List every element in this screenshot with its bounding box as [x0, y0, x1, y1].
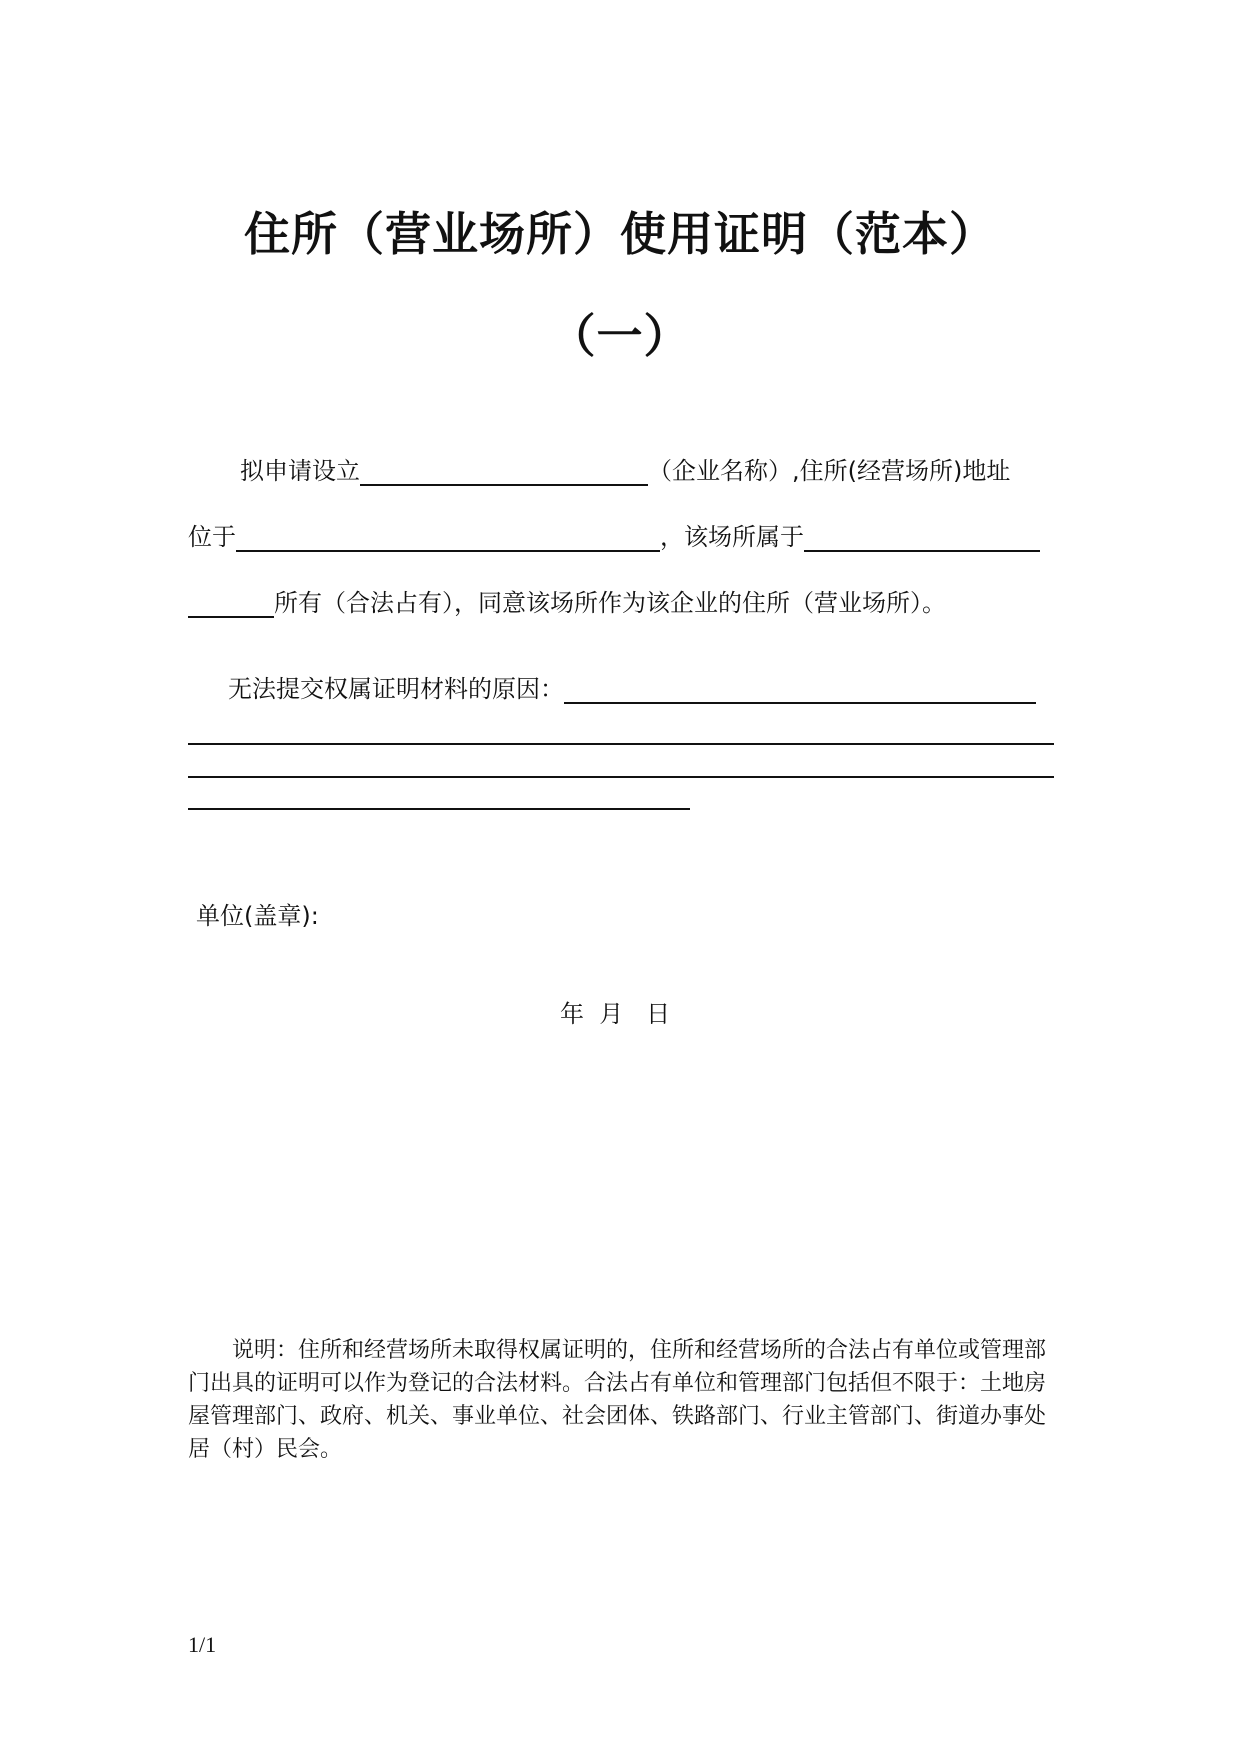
explanation-note — [188, 1334, 1060, 1466]
consent-statement: 所有（合法占有），同意该场所作为该企业的住所（营业场所）。 — [274, 589, 946, 617]
owner-label: ，该场所属于 — [660, 523, 804, 551]
note-line-2: 门出具的证明可以作为登记的合法材料。合法占有单位和管理部门包括但不限于：土地房 — [188, 1371, 1047, 1396]
reason-rule-1[interactable] — [188, 743, 1054, 745]
located-label: 位于 — [188, 523, 236, 551]
establish-label: 拟申请设立 — [240, 457, 360, 485]
body-line-3 — [188, 578, 1060, 618]
note-line-4: 居（村）民会。 — [188, 1437, 343, 1462]
page-number: 1/1 — [188, 1632, 217, 1657]
reason-label: 无法提交权属证明材料的原因： — [228, 675, 564, 703]
date-label: 年 月 日 — [560, 1000, 671, 1028]
reason-rule-3[interactable] — [188, 808, 690, 810]
reason-line — [188, 664, 1060, 704]
owner-blank-part-2[interactable] — [188, 588, 274, 618]
document-subtitle: （一） — [549, 309, 691, 363]
document-title: 住所（营业场所）使用证明（范本） — [244, 207, 996, 261]
note-line-3: 屋管理部门、政府、机关、事业单位、社会团体、铁路部门、行业主管部门、街道办事处 — [188, 1404, 1047, 1429]
note-line-1: 说明：住所和经营场所未取得权属证明的，住所和经营场所的合法占有单位或管理部 — [232, 1338, 1047, 1363]
body-line-1 — [188, 446, 1112, 486]
address-blank[interactable] — [236, 522, 660, 552]
owner-blank-part-1[interactable] — [804, 522, 1040, 552]
body-line-2 — [188, 512, 1060, 552]
unit-seal-label: 单位(盖章): — [196, 902, 319, 930]
company-name-blank[interactable] — [360, 456, 648, 486]
company-name-label: （企业名称）,住所(经营场所)地址 — [648, 457, 1011, 485]
reason-blank[interactable] — [564, 674, 1036, 704]
reason-rule-2[interactable] — [188, 776, 1054, 778]
